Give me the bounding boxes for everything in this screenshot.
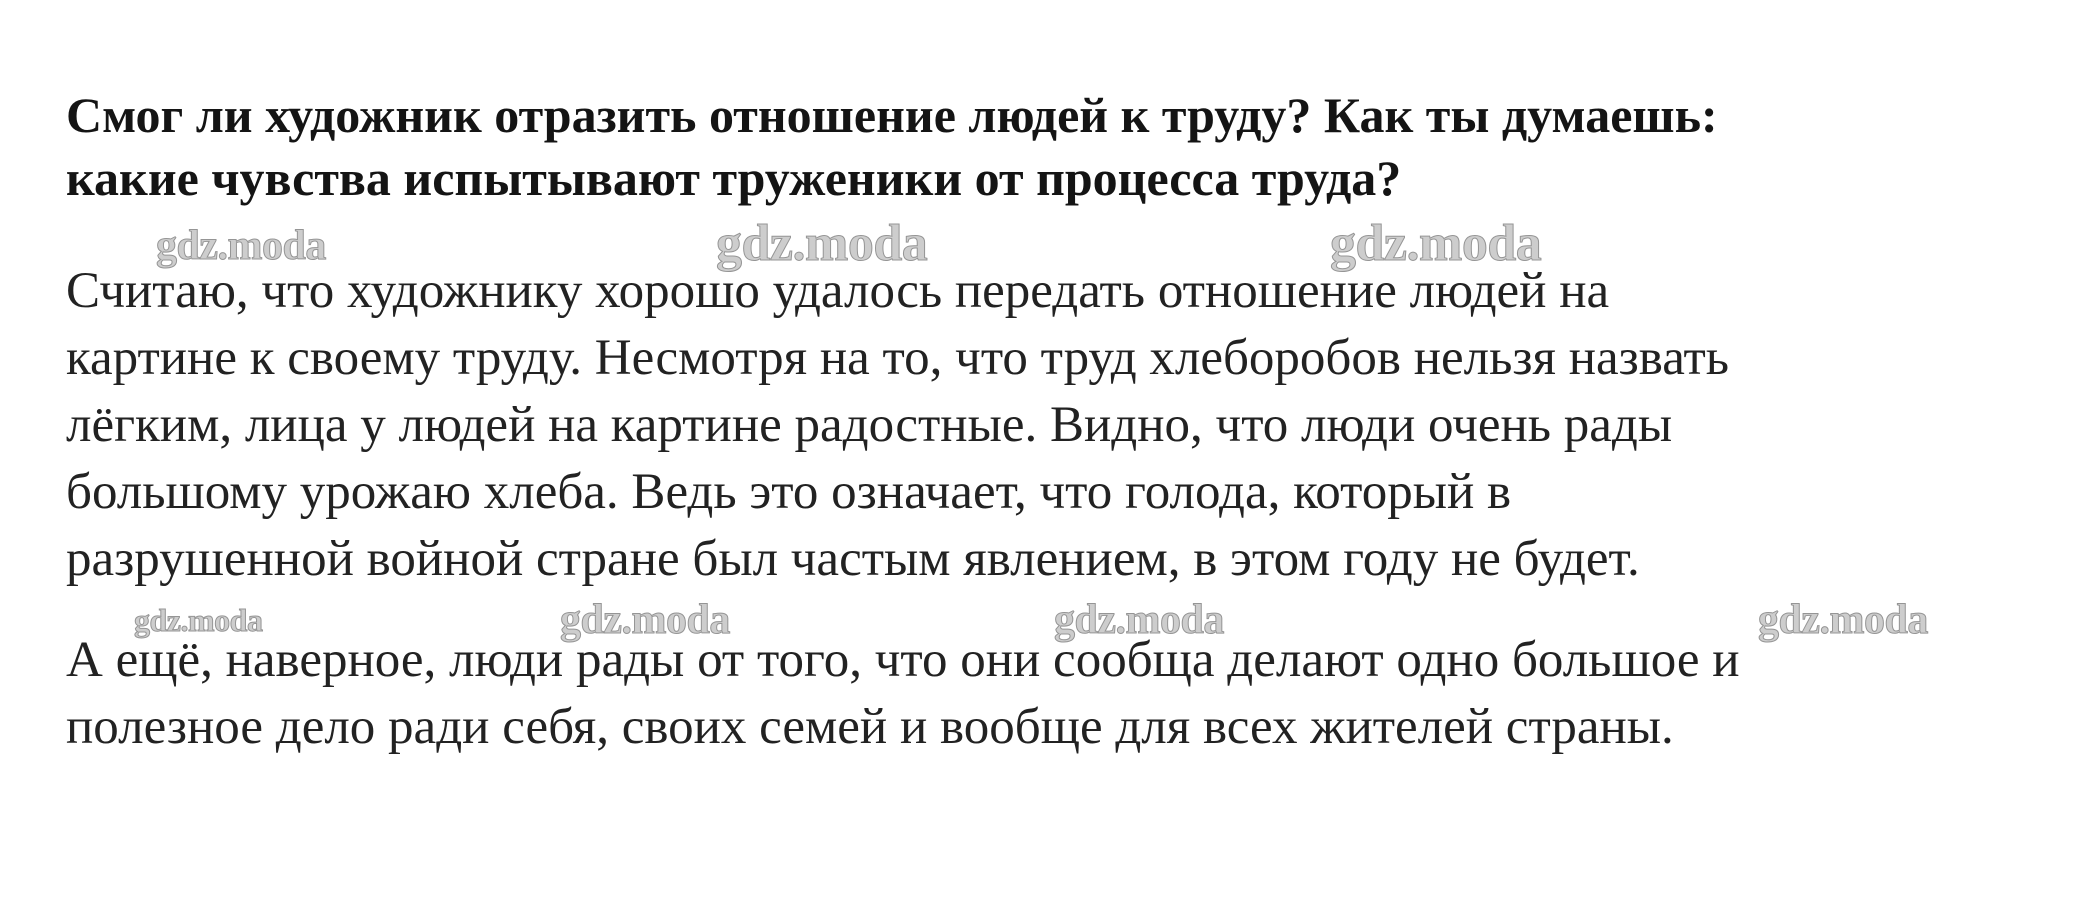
question-heading [66,84,2056,210]
answer-line: большому урожаю хлеба. Ведь это означает, что голода, который в [66,464,1512,520]
watermark-logo: gdz.moda [156,223,326,269]
question-line: какие чувства испытывают труженики от процесса труда? [66,150,1402,206]
watermark-logo: gdz.moda [1758,597,1928,643]
watermark-logo: gdz.moda [560,597,730,643]
watermark-logo: gdz.moda [1054,597,1224,643]
answer-paragraph-1 [66,258,2046,593]
answer-line: разрушенной войной стране был частым явлением, в этом году не будет. [66,531,1640,587]
answer-line: лёгким, лица у людей на картине радостные. Видно, что люди очень рады [66,397,1673,453]
answer-paragraph-2 [66,627,2046,761]
watermark-logo: gdz.moda [716,215,928,272]
answer-line: полезное дело ради себя, своих семей и вообще для всех жителей страны. [66,699,1674,755]
watermark-logo: gdz.moda [134,602,263,638]
watermark-logo: gdz.moda [1330,215,1542,272]
answer-line: А ещё, наверное, люди рады от того, что они сообща делают одно большое и [66,632,1740,688]
answer-line: картине к своему труду. Несмотря на то, что труд хлеборобов нельзя назвать [66,330,1730,386]
question-line: Смог ли художник отразить отношение людей к труду? Как ты думаешь: [66,87,1718,143]
answer-line: Считаю, что художнику хорошо удалось передать отношение людей на [66,263,1610,319]
